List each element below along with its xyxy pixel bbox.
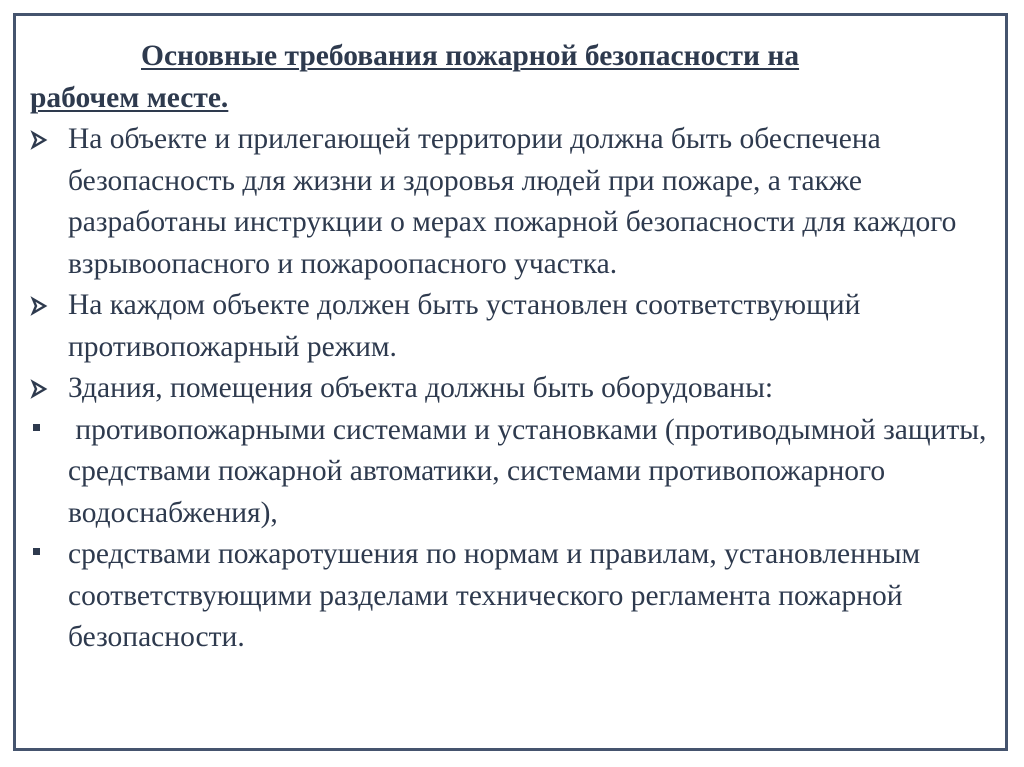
arrow-bullet-icon xyxy=(30,285,60,327)
list-item xyxy=(30,285,1005,368)
square-bullet-icon xyxy=(30,534,60,576)
list-item xyxy=(30,410,1005,535)
slide-frame xyxy=(13,13,1008,751)
list-item-text: На объекте и прилегающей территории должна быть обеспечена безопасность для жизни и здоровья людей при пожаре, а также разработаны инструкции о мерах пожарной безопасности для каждого взрывоопасного и пожароопасного участка. xyxy=(68,123,957,280)
arrow-bullet-icon xyxy=(30,119,60,161)
list-item-text: Здания, помещения объекта должны быть оборудованы: xyxy=(68,372,774,404)
arrow-bullet-icon xyxy=(30,368,60,410)
slide-title xyxy=(30,36,1005,119)
square-bullet-icon xyxy=(30,410,60,452)
list-item-text: средствами пожаротушения по нормам и правилам, установленным соответствующими разделами технического регламента пожарной безопасности. xyxy=(68,538,921,653)
list-item xyxy=(30,534,1005,659)
list-item xyxy=(30,119,1005,285)
list-item-text: На каждом объекте должен быть установлен соответствующий противопожарный режим. xyxy=(68,289,861,363)
list-item-text: противопожарными системами и установками (противодымной защиты, средствами пожарной автоматики, системами противопожарного водоснабжения), xyxy=(68,413,994,529)
list-item xyxy=(30,368,1005,410)
slide-content xyxy=(30,36,1005,659)
title-line-2: рабочем месте. xyxy=(30,81,229,114)
title-line-1: Основные требования пожарной безопасности на xyxy=(141,40,800,72)
